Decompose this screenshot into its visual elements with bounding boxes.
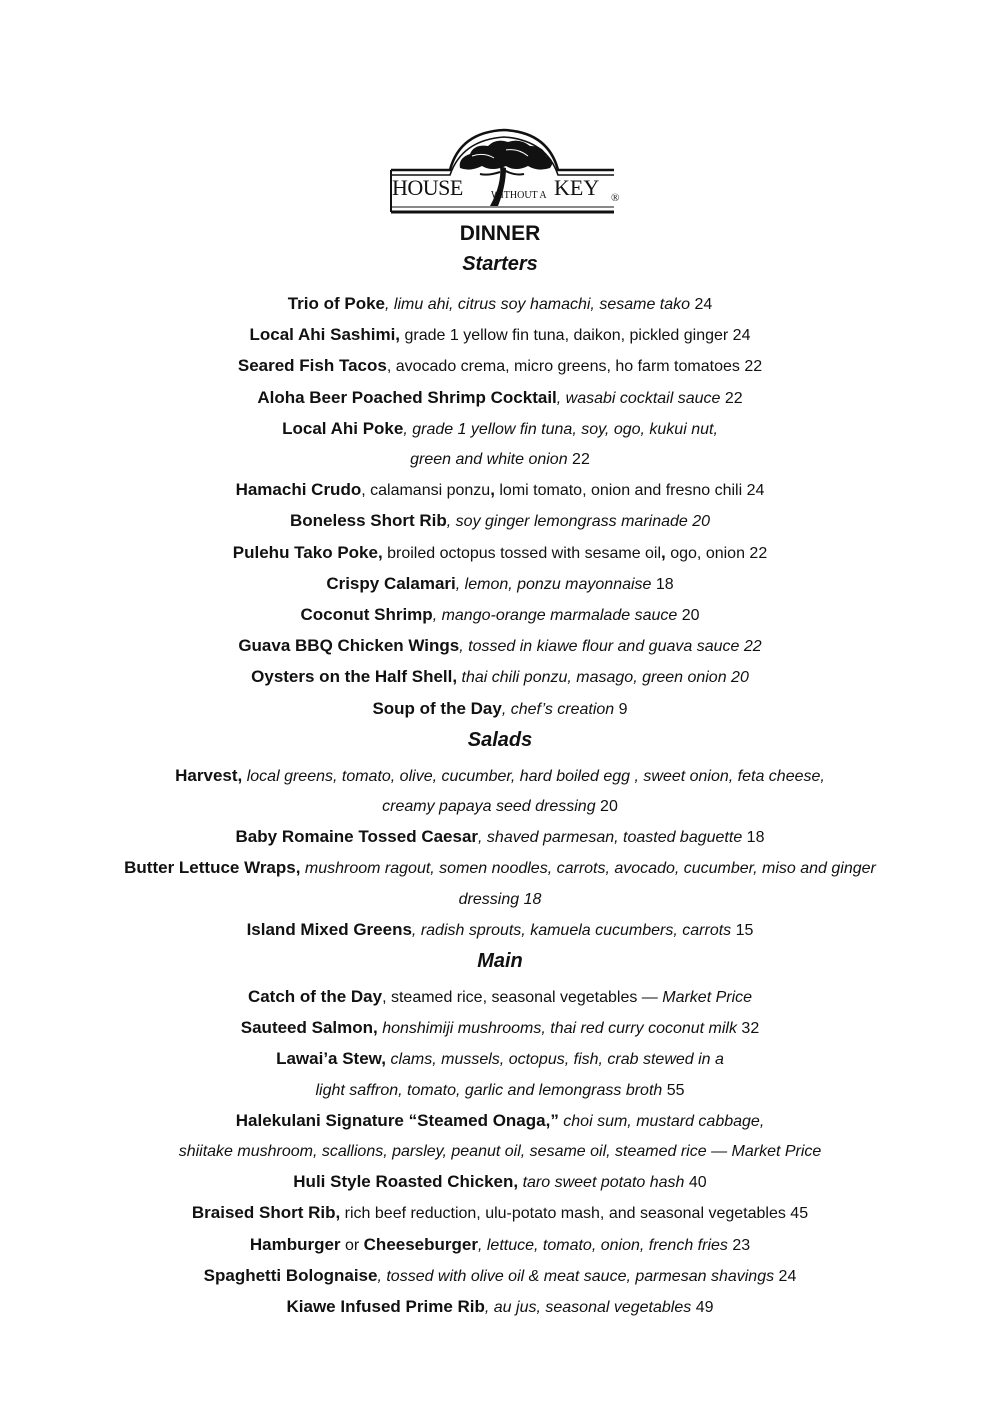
menu-item — [0, 600, 1000, 631]
item-price: 24 — [742, 482, 765, 500]
item-separator: , — [455, 575, 465, 593]
menu-item — [0, 538, 1000, 569]
menu-item-continuation — [0, 1137, 1000, 1167]
logo-key-text: KEY — [554, 175, 600, 200]
item-price: 45 — [785, 1205, 809, 1223]
item-description: soy ginger lemongrass marinade 20 — [455, 513, 711, 531]
starters-list — [0, 289, 1000, 725]
item-description: tossed in kiawe flour and guava sauce 22 — [468, 638, 762, 656]
menu-item — [0, 351, 1000, 382]
item-price: 22 — [567, 451, 590, 469]
menu-item — [0, 1167, 1000, 1198]
menu-item-continuation — [0, 1076, 1000, 1106]
item-description: honshimiji mushrooms, thai red curry coconut milk — [377, 1020, 737, 1038]
item-price: 24 — [690, 296, 713, 313]
menu-item — [0, 1292, 1000, 1323]
section-heading-main: Main — [477, 950, 523, 973]
menu-item — [0, 506, 1000, 537]
menu-item — [0, 1106, 1000, 1137]
item-description: ogo, onion — [665, 544, 745, 562]
menu-item — [0, 761, 1000, 792]
item-name: Local Ahi Poke — [282, 418, 404, 438]
item-description: lemon, ponzu mayonnaise — [464, 575, 652, 593]
item-description: tossed with olive oil & meat sauce, parmesan shavings — [386, 1267, 775, 1285]
item-name: Sauteed Salmon, — [240, 1018, 378, 1038]
item-name: Aloha Beer Poached Shrimp Cocktail — [257, 387, 557, 407]
item-separator: , — [446, 513, 456, 531]
menu-item — [0, 631, 1000, 662]
item-description: lettuce, tomato, onion, french fries — [486, 1236, 728, 1254]
item-description: clams, mussels, octopus, fish, crab stewed in a — [386, 1051, 724, 1069]
item-separator: , — [459, 638, 469, 656]
item-price: 20 — [595, 798, 618, 816]
item-separator: , — [377, 1267, 387, 1285]
item-description: local greens, tomato, olive, cucumber, hard boiled egg , sweet onion, feta cheese, — [242, 767, 825, 785]
item-price: Market Price — [662, 989, 753, 1007]
item-price: 22 — [739, 358, 763, 376]
item-separator: , — [484, 1299, 494, 1317]
item-description-continued: creamy papaya seed dressing — [382, 798, 596, 816]
menu-item — [0, 1044, 1000, 1075]
item-separator: , — [477, 1236, 487, 1254]
menu-item — [0, 853, 1000, 884]
item-name: Island Mixed Greens — [246, 919, 412, 939]
item-name: Boneless Short Rib — [289, 511, 447, 531]
item-price: 24 — [774, 1267, 797, 1285]
menu-item — [0, 1013, 1000, 1044]
item-name: Crispy Calamari — [326, 573, 456, 593]
item-name: Lawai’a Stew, — [276, 1049, 386, 1069]
item-name: Local Ahi Sashimi, — [249, 325, 401, 345]
item-name: Pulehu Tako Poke, — [232, 542, 383, 562]
item-name: Hamachi Crudo — [235, 480, 362, 500]
item-description: wasabi cocktail sauce — [565, 389, 721, 407]
item-name: Soup of the Day — [372, 698, 502, 718]
item-description: , avocado crema, micro greens, ho farm tomatoes — [386, 358, 740, 376]
menu-item — [0, 1198, 1000, 1229]
menu-item-continuation — [0, 885, 1000, 915]
menu-item — [0, 320, 1000, 351]
item-description: rich beef reduction, ulu-potato mash, and seasonal vegetables — [340, 1205, 786, 1223]
item-name: Spaghetti Bolognaise — [203, 1265, 378, 1285]
item-name: Huli Style Roasted Chicken, — [293, 1172, 519, 1192]
item-separator: , — [556, 389, 566, 407]
item-description-continued: light saffron, tomato, garlic and lemongrass broth — [315, 1081, 663, 1099]
item-description-continued: dressing 18 — [458, 890, 542, 908]
item-separator: , — [403, 420, 413, 438]
item-price: 18 — [651, 575, 674, 593]
item-description-continued: shiitake mushroom, scallions, parsley, peanut oil, sesame oil, steamed rice — Market Price — [178, 1143, 822, 1161]
item-price: 49 — [691, 1299, 714, 1317]
item-description: grade 1 yellow fin tuna, soy, ogo, kukui nut, — [412, 420, 718, 438]
item-name: Guava BBQ Chicken Wings — [238, 636, 460, 656]
main-list — [0, 982, 1000, 1323]
item-bold-comma: , — [661, 542, 666, 562]
menu-item — [0, 569, 1000, 600]
item-description: taro sweet potato hash — [518, 1174, 685, 1192]
item-name: Oysters on the Half Shell, — [251, 667, 458, 687]
item-description: au jus, seasonal vegetables — [493, 1299, 692, 1317]
item-price: 23 — [727, 1236, 751, 1254]
item-price: 22 — [720, 389, 743, 407]
item-description: choi sum, mustard cabbage, — [558, 1112, 765, 1130]
menu-item — [0, 982, 1000, 1013]
item-name: Harvest, — [175, 765, 243, 785]
item-name: Catch of the Day — [247, 987, 383, 1007]
item-price: 40 — [684, 1174, 707, 1192]
section-heading-salads: Salads — [467, 728, 533, 751]
menu-item — [0, 1261, 1000, 1292]
item-conjunction: or — [340, 1236, 364, 1254]
item-description: , steamed rice, seasonal vegetables — — [382, 989, 663, 1007]
item-description: , calamansi ponzu — [361, 482, 491, 500]
tree-arch-icon — [388, 126, 628, 218]
menu-item-continuation — [0, 445, 1000, 475]
item-description-continued: green and white onion — [410, 451, 568, 469]
menu-item-continuation — [0, 792, 1000, 822]
item-separator: , — [501, 700, 511, 718]
item-description: mango-orange marmalade sauce — [441, 607, 678, 625]
item-separator: , — [478, 829, 487, 847]
item-separator: , — [385, 296, 394, 313]
item-bold-comma: , — [490, 480, 495, 500]
menu-item — [0, 1230, 1000, 1261]
item-description: radish sprouts, kamuela cucumbers, carrots — [420, 921, 732, 939]
item-description: limu ahi, citrus soy hamachi, sesame tako — [393, 296, 691, 313]
menu-item — [0, 915, 1000, 946]
item-name: Halekulani Signature “Steamed Onaga,” — [235, 1110, 559, 1130]
item-description: shaved parmesan, toasted baguette — [486, 829, 743, 847]
item-separator: , — [432, 607, 442, 625]
item-description: chef’s creation — [510, 700, 615, 718]
house-without-a-key-logo — [388, 126, 628, 218]
menu-item — [0, 289, 1000, 320]
item-price: 9 — [614, 700, 628, 718]
logo-without-text: WITHOUT A — [491, 190, 547, 201]
menu-item — [0, 475, 1000, 506]
item-name: Braised Short Rib, — [191, 1203, 341, 1223]
item-price: 24 — [728, 327, 751, 345]
menu-item — [0, 662, 1000, 693]
menu-item — [0, 694, 1000, 725]
item-description: broiled octopus tossed with sesame oil — [382, 544, 662, 562]
item-price: 15 — [731, 921, 754, 939]
item-name: Butter Lettuce Wraps, — [124, 858, 301, 878]
item-price: 20 — [677, 607, 700, 625]
item-description: lomi tomato, onion and fresno chili — [494, 482, 743, 500]
item-name: Hamburger — [249, 1234, 341, 1254]
menu-title: DINNER — [459, 222, 541, 245]
menu-item — [0, 383, 1000, 414]
item-name-alt: Cheeseburger — [363, 1234, 478, 1254]
logo-house-text: HOUSE — [392, 175, 463, 200]
menu-content — [0, 219, 1000, 1323]
section-heading-starters: Starters — [462, 253, 538, 275]
item-separator: , — [411, 921, 421, 939]
item-description: grade 1 yellow fin tuna, daikon, pickled ginger — [400, 327, 729, 345]
item-price: 22 — [744, 544, 768, 562]
menu-item — [0, 414, 1000, 445]
item-description: thai chili ponzu, masago, green onion 20 — [457, 669, 749, 687]
item-price: 32 — [736, 1020, 760, 1038]
item-price: 18 — [742, 829, 765, 847]
item-name: Seared Fish Tacos — [237, 356, 387, 376]
item-name: Baby Romaine Tossed Caesar — [235, 827, 479, 847]
logo-registered-mark: ® — [611, 192, 620, 204]
item-description: mushroom ragout, somen noodles, carrots, avocado, cucumber, miso and ginger — [300, 860, 876, 878]
item-name: Trio of Poke — [287, 294, 386, 313]
salads-list — [0, 761, 1000, 946]
item-name: Kiawe Infused Prime Rib — [286, 1297, 485, 1317]
item-name: Coconut Shrimp — [300, 605, 433, 625]
menu-item — [0, 822, 1000, 853]
item-price: 55 — [662, 1081, 685, 1099]
